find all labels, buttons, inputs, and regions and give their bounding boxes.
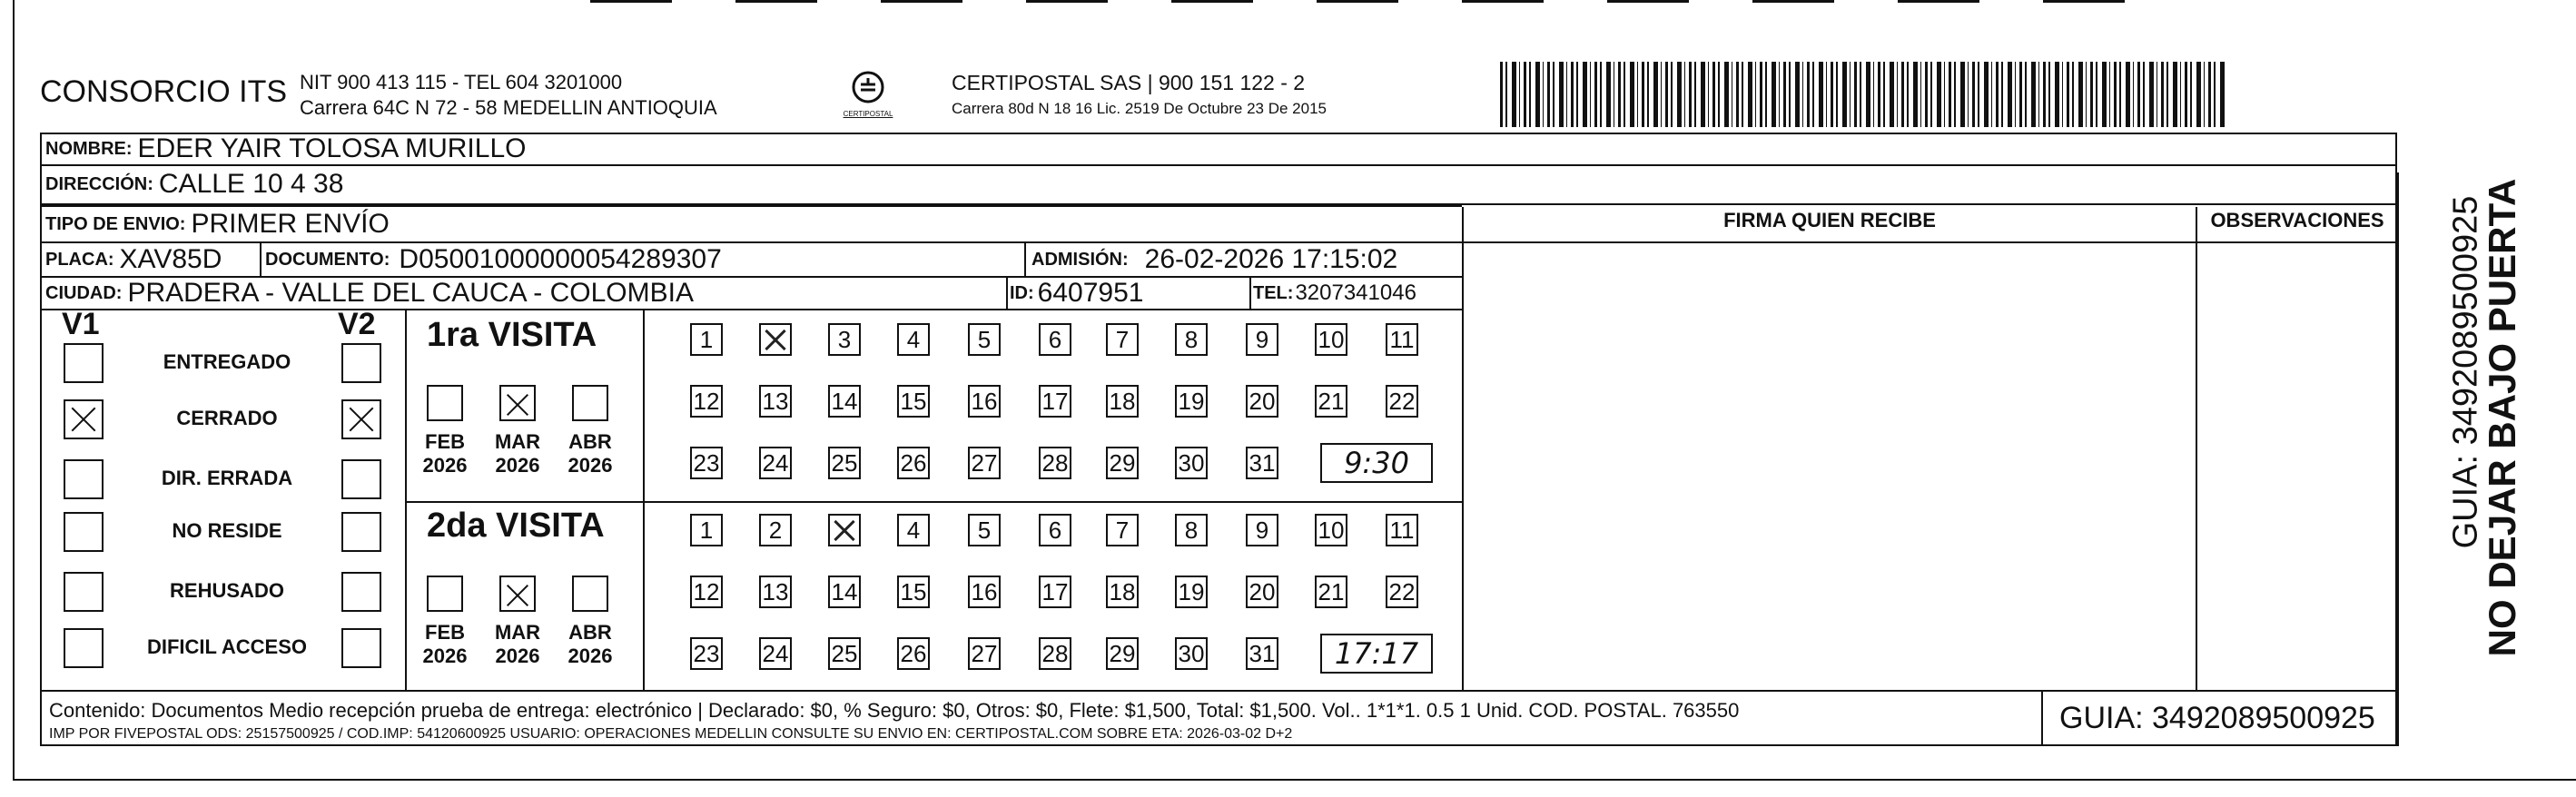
day-checkbox[interactable]: 7 [1106, 514, 1139, 546]
month-year: 2026 [495, 644, 540, 667]
day-checkbox[interactable]: 19 [1175, 576, 1208, 608]
month-label [490, 621, 545, 668]
day-checkbox[interactable]: 30 [1175, 637, 1208, 670]
time-box[interactable]: 17:17 [1320, 634, 1433, 674]
day-checkbox[interactable]: 18 [1106, 385, 1139, 418]
day-checkbox[interactable] [828, 514, 861, 546]
direccion-label: DIRECCIÓN: [45, 173, 153, 194]
tel-value: 3207341046 [1295, 280, 1416, 305]
row-admision [1031, 243, 1397, 276]
logo-icon [850, 69, 886, 105]
firma-header: FIRMA QUIEN RECIBE [1723, 209, 1936, 231]
month-checkbox[interactable] [427, 576, 463, 612]
day-checkbox[interactable]: 5 [968, 514, 1001, 546]
day-checkbox[interactable]: 26 [897, 447, 930, 479]
day-checkbox[interactable]: 16 [968, 385, 1001, 418]
day-checkbox[interactable]: 1 [690, 323, 723, 356]
month-name: FEB [425, 621, 465, 644]
side-guia: GUIA: 3492089500925 [2446, 195, 2485, 549]
company-name: CONSORCIO ITS [40, 74, 288, 109]
month-label [563, 430, 617, 477]
month-year: 2026 [568, 644, 613, 667]
day-checkbox[interactable]: 13 [759, 385, 792, 418]
v1-checkbox[interactable] [64, 399, 104, 439]
v1-label: V1 [62, 307, 100, 341]
day-checkbox[interactable]: 31 [1246, 637, 1278, 670]
time-box[interactable]: 9:30 [1320, 443, 1433, 483]
day-checkbox[interactable]: 12 [690, 576, 723, 608]
frame-bottom [13, 779, 2576, 781]
month-checkbox[interactable] [499, 576, 536, 612]
frame-left [13, 0, 15, 781]
day-checkbox[interactable]: 25 [828, 447, 861, 479]
v2-checkbox[interactable] [341, 343, 381, 383]
day-checkbox[interactable]: 20 [1246, 576, 1278, 608]
day-checkbox[interactable]: 11 [1386, 323, 1418, 356]
v1-checkbox[interactable] [64, 512, 104, 552]
placa-label: PLACA: [45, 249, 114, 270]
day-checkbox[interactable]: 24 [759, 447, 792, 479]
day-checkbox[interactable]: 10 [1315, 514, 1347, 546]
v2-label: V2 [338, 307, 376, 341]
day-checkbox[interactable]: 14 [828, 385, 861, 418]
month-year: 2026 [568, 454, 613, 477]
month-name: ABR [568, 430, 612, 453]
day-checkbox[interactable]: 11 [1386, 514, 1418, 546]
company-line1: NIT 900 413 115 - TEL 604 3201000 [300, 71, 623, 93]
visit-title: 1ra VISITA [427, 316, 597, 354]
month-checkbox[interactable] [572, 385, 608, 421]
v2-checkbox[interactable] [341, 459, 381, 499]
row-documento [265, 243, 722, 276]
visit-title: 2da VISITA [427, 507, 605, 545]
day-checkbox[interactable]: 24 [759, 637, 792, 670]
tipo-value: PRIMER ENVÍO [191, 209, 390, 239]
month-year: 2026 [422, 454, 468, 477]
month-year: 2026 [422, 644, 468, 667]
nombre-value: EDER YAIR TOLOSA MURILLO [137, 133, 527, 163]
carrier-line1: CERTIPOSTAL SAS | 900 151 122 - 2 [952, 71, 1306, 94]
ciudad-label: CIUDAD: [45, 282, 123, 303]
day-checkbox[interactable]: 27 [968, 447, 1001, 479]
day-checkbox[interactable]: 22 [1386, 385, 1418, 418]
day-checkbox[interactable]: 10 [1315, 323, 1347, 356]
day-checkbox[interactable] [759, 323, 792, 356]
frame-top-dash [590, 0, 2134, 3]
day-checkbox[interactable]: 7 [1106, 323, 1139, 356]
day-checkbox[interactable]: 29 [1106, 637, 1139, 670]
day-checkbox[interactable]: 17 [1039, 576, 1071, 608]
month-checkbox[interactable] [499, 385, 536, 421]
day-checkbox[interactable]: 4 [897, 514, 930, 546]
day-checkbox[interactable]: 6 [1039, 514, 1071, 546]
row-id [1010, 278, 1143, 309]
footer-contenido: Contenido: Documentos Medio recepción prueba de entrega: electrónico | Declarado: $0, % Seguro: $0, Otros: $0, Flete: $1,500, Total: $1,500. Vol.. 1*1*1. 0.5 1 Unid. COD. POSTAL. 763550 [49, 699, 1740, 722]
observaciones-header: OBSERVACIONES [2210, 209, 2384, 231]
status-label: REHUSADO [170, 579, 284, 602]
placa-value: XAV85D [119, 244, 222, 274]
nombre-label: NOMBRE: [45, 138, 133, 159]
status-label: DIFICIL ACCESO [146, 635, 307, 658]
day-checkbox[interactable]: 1 [690, 514, 723, 546]
status-label: DIR. ERRADA [161, 467, 293, 489]
tel-label: TEL: [1253, 282, 1294, 303]
day-checkbox[interactable]: 8 [1175, 514, 1208, 546]
v1-checkbox[interactable] [64, 572, 104, 612]
row-nombre [45, 133, 526, 165]
footer-guia: GUIA: 3492089500925 [2059, 701, 2375, 735]
day-checkbox[interactable]: 9 [1246, 514, 1278, 546]
v2-checkbox[interactable] [341, 628, 381, 668]
day-checkbox[interactable]: 12 [690, 385, 723, 418]
day-checkbox[interactable]: 15 [897, 385, 930, 418]
day-checkbox[interactable]: 28 [1039, 447, 1071, 479]
certipostal-logo [841, 69, 895, 123]
id-value: 6407951 [1037, 278, 1144, 308]
barcode [1500, 62, 2226, 127]
status-label: NO RESIDE [172, 519, 282, 542]
documento-value: D05001000000054289307 [399, 244, 722, 274]
day-checkbox[interactable]: 19 [1175, 385, 1208, 418]
row-direccion [45, 166, 343, 202]
day-checkbox[interactable]: 13 [759, 576, 792, 608]
status-label: CERRADO [176, 407, 278, 429]
day-checkbox[interactable]: 8 [1175, 323, 1208, 356]
month-label [418, 621, 472, 668]
day-checkbox[interactable]: 14 [828, 576, 861, 608]
v2-checkbox[interactable] [341, 572, 381, 612]
tipo-label: TIPO DE ENVIO: [45, 213, 186, 234]
month-name: ABR [568, 621, 612, 644]
v1-checkbox[interactable] [64, 343, 104, 383]
day-checkbox[interactable]: 26 [897, 637, 930, 670]
month-name: FEB [425, 430, 465, 453]
day-checkbox[interactable]: 23 [690, 637, 723, 670]
v2-checkbox[interactable] [341, 399, 381, 439]
month-label [563, 621, 617, 668]
day-checkbox[interactable]: 15 [897, 576, 930, 608]
row-tipo [45, 206, 390, 242]
id-label: ID: [1010, 282, 1034, 303]
day-checkbox[interactable]: 16 [968, 576, 1001, 608]
admision-value: 26-02-2026 17:15:02 [1144, 244, 1398, 274]
month-checkbox[interactable] [572, 576, 608, 612]
day-checkbox[interactable]: 2 [759, 514, 792, 546]
day-checkbox[interactable]: 17 [1039, 385, 1071, 418]
logo-text: CERTIPOSTAL [843, 110, 893, 118]
day-checkbox[interactable]: 29 [1106, 447, 1139, 479]
company-line2: Carrera 64C N 72 - 58 MEDELLIN ANTIOQUIA [300, 96, 717, 119]
ciudad-value: PRADERA - VALLE DEL CAUCA - COLOMBIA [127, 278, 694, 308]
day-checkbox[interactable]: 18 [1106, 576, 1139, 608]
month-label [490, 430, 545, 477]
day-checkbox[interactable]: 21 [1315, 385, 1347, 418]
row-tel [1253, 278, 1416, 309]
month-checkbox[interactable] [427, 385, 463, 421]
day-checkbox[interactable]: 9 [1246, 323, 1278, 356]
side-warning: NO DEJAR BAJO PUERTA [2481, 178, 2523, 657]
month-name: MAR [494, 430, 541, 453]
month-label [418, 430, 472, 477]
day-checkbox[interactable]: 21 [1315, 576, 1347, 608]
day-checkbox[interactable]: 6 [1039, 323, 1071, 356]
day-checkbox[interactable]: 22 [1386, 576, 1418, 608]
direccion-value: CALLE 10 4 38 [158, 169, 344, 199]
footer-imp: IMP POR FIVEPOSTAL ODS: 25157500925 / COD.IMP: 54120600925 USUARIO: OPERACIONES MEDELLIN CONSULTE SU ENVIO EN: CERTIPOSTAL.COM SOBRE ETA: 2026-03-02 D+2 [49, 726, 1293, 742]
day-checkbox[interactable]: 25 [828, 637, 861, 670]
carrier-line2: Carrera 80d N 18 16 Lic. 2519 De Octubre 23 De 2015 [952, 100, 1327, 117]
v1-checkbox[interactable] [64, 628, 104, 668]
day-checkbox[interactable]: 23 [690, 447, 723, 479]
day-checkbox[interactable]: 20 [1246, 385, 1278, 418]
v2-checkbox[interactable] [341, 512, 381, 552]
day-checkbox[interactable]: 4 [897, 323, 930, 356]
status-label: ENTREGADO [163, 350, 291, 373]
day-checkbox[interactable]: 31 [1246, 447, 1278, 479]
day-checkbox[interactable]: 27 [968, 637, 1001, 670]
documento-label: DOCUMENTO: [265, 249, 390, 270]
day-checkbox[interactable]: 3 [828, 323, 861, 356]
month-name: MAR [494, 621, 541, 644]
day-checkbox[interactable]: 5 [968, 323, 1001, 356]
month-year: 2026 [495, 454, 540, 477]
admision-label: ADMISIÓN: [1031, 249, 1129, 270]
row-placa [45, 243, 222, 276]
day-checkbox[interactable]: 30 [1175, 447, 1208, 479]
v1-checkbox[interactable] [64, 459, 104, 499]
row-ciudad [45, 278, 694, 309]
day-checkbox[interactable]: 28 [1039, 637, 1071, 670]
